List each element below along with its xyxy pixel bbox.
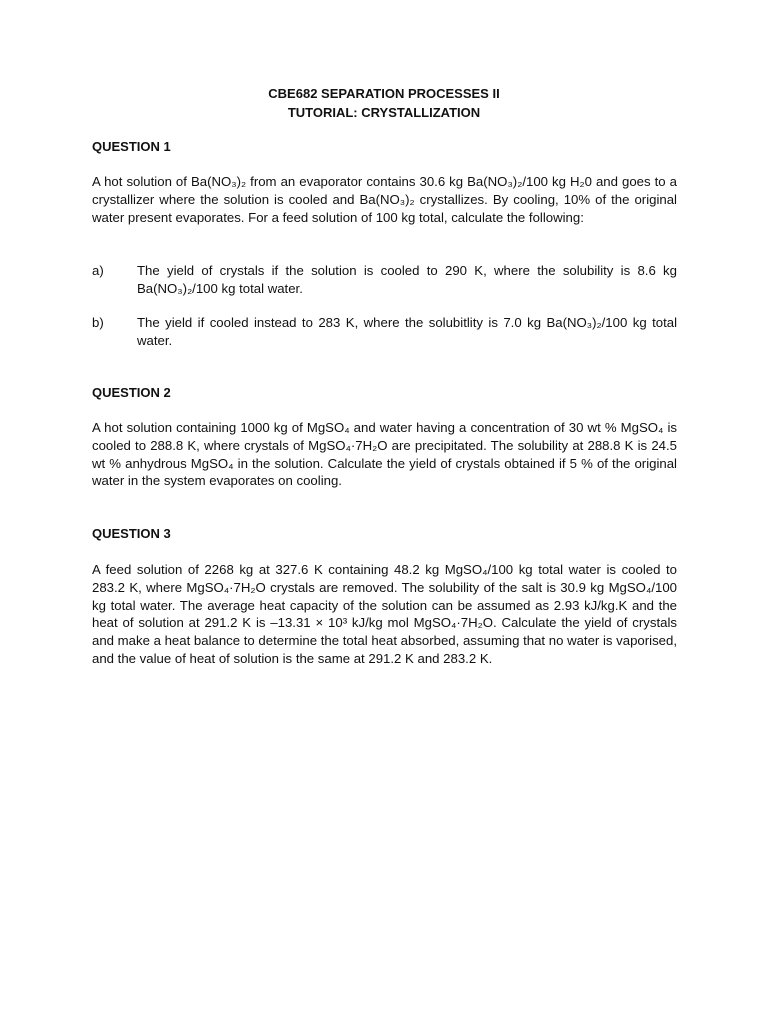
part-b-text: The yield if cooled instead to 283 K, where the solubitlity is 7.0 kg Ba(NO₃)₂/100 kg total water. [137,315,677,348]
course-title: CBE682 SEPARATION PROCESSES II [268,86,500,101]
document-header [0,84,768,122]
part-a-label: a) [92,263,104,278]
question-1-heading: QUESTION 1 [92,139,171,154]
question-2-heading: QUESTION 2 [92,385,171,400]
question-2-text: A hot solution containing 1000 kg of MgSO₄ and water having a concentration of 30 wt % MgSO₄ is cooled to 288.8 K, where crystals of MgSO₄·7H₂O are precipitated. The solubility at 288.8 K is 24.5 wt % anhydrous MgSO₄ in the solution. Calculate the yield of crystals obtained if 5 % of the original water in the system evaporates on cooling. [92,420,677,489]
part-b-label: b) [92,315,104,330]
part-a-text: The yield of crystals if the solution is cooled to 290 K, where the solubility is 8.6 kg Ba(NO₃)₂/100 kg total water. [137,263,677,296]
question-1-text: A hot solution of Ba(NO₃)₂ from an evaporator contains 30.6 kg Ba(NO₃)₂/100 kg H₂0 and goes to a crystallizer where the solution is cooled and Ba(NO₃)₂ crystallizes. By cooling, 10% of the original water present evaporates. For a feed solution of 100 kg total, calculate the following: [92,174,677,225]
question-3-text: A feed solution of 2268 kg at 327.6 K containing 48.2 kg MgSO₄/100 kg total water is cooled to 283.2 K, where MgSO₄·7H₂O crystals are removed. The solubility of the salt is 30.9 kg MgSO₄/100 kg total water. The average heat capacity of the solution can be assumed as 2.93 kJ/kg.K and the heat of solution at 291.2 K is –13.31 × 10³ kJ/kg mol MgSO₄·7H₂O. Calculate the yield of crystals and make a heat balance to determine the total heat absorbed, assuming that no water is vaporised, and the value of heat of solution is the same at 291.2 K and 283.2 K. [92,562,678,666]
tutorial-title: TUTORIAL: CRYSTALLIZATION [287,105,481,120]
question-3-heading: QUESTION 3 [92,526,171,541]
